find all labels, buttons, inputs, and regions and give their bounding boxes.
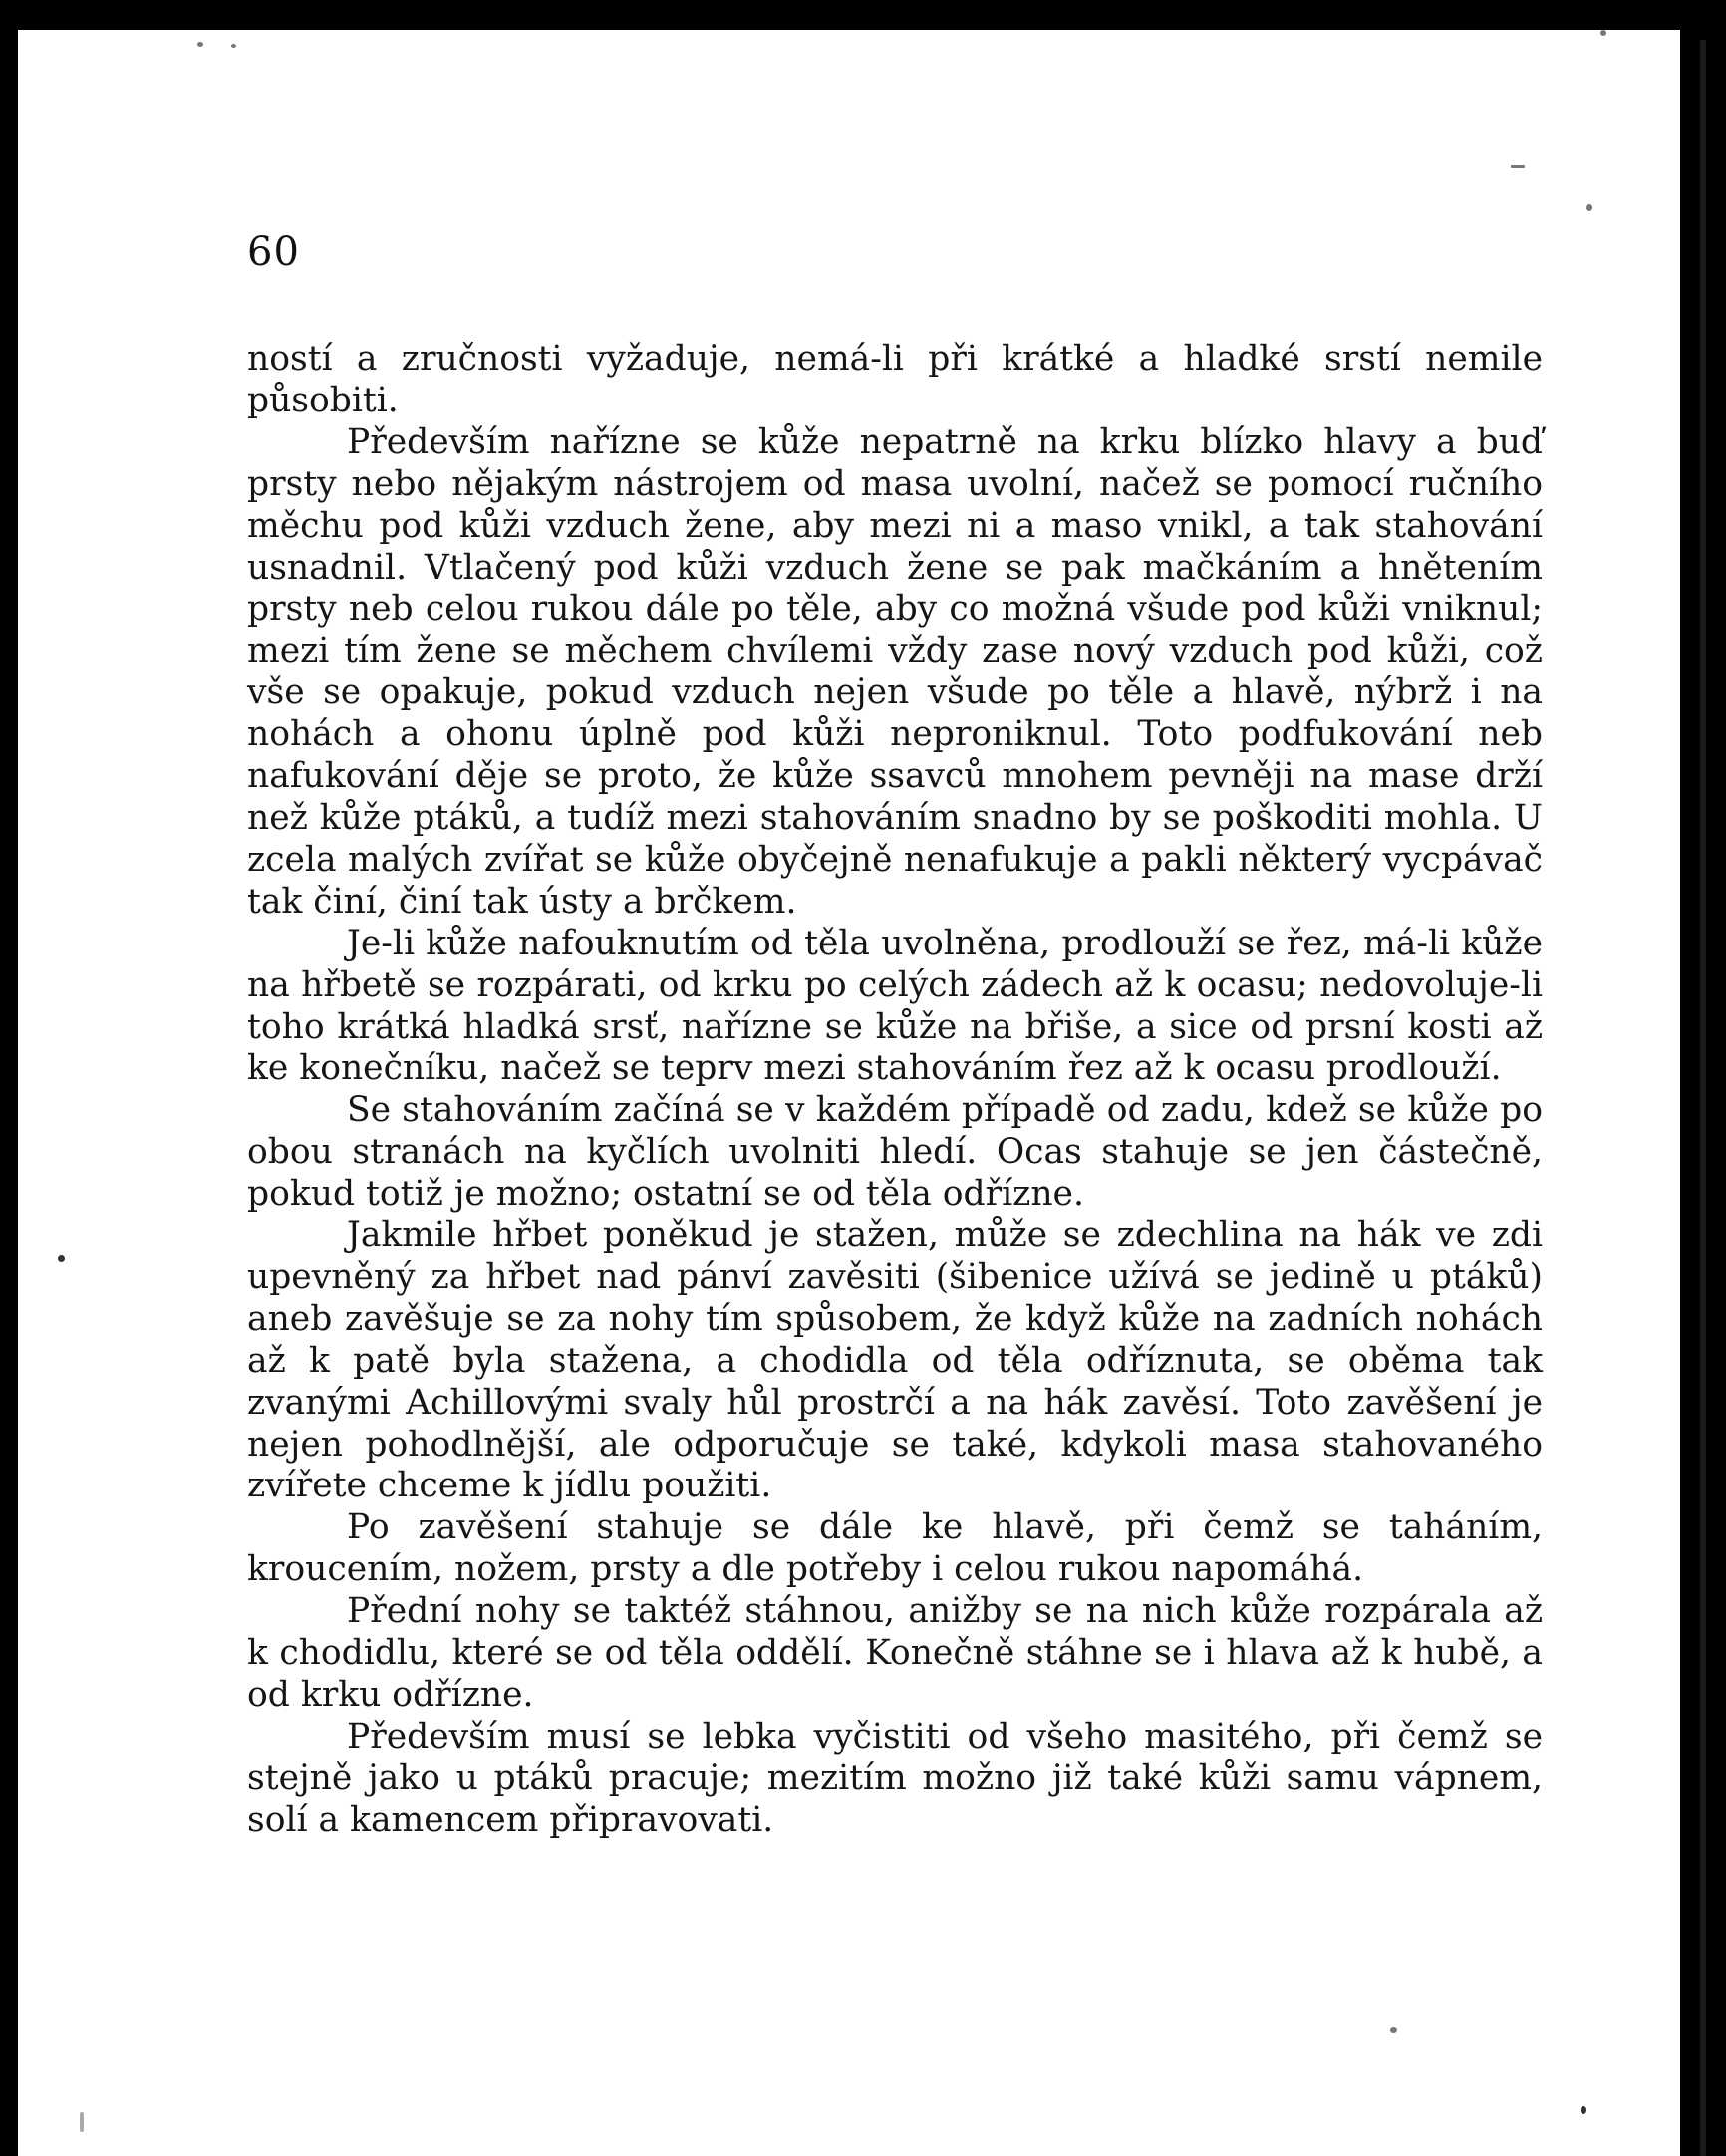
scan-speck xyxy=(1581,2106,1586,2114)
scan-speck xyxy=(1586,204,1592,211)
scan-speck xyxy=(231,44,236,48)
scan-speck xyxy=(197,42,203,47)
scan-speck xyxy=(58,1255,65,1262)
scan-border-top xyxy=(0,0,1726,30)
page-number: 60 xyxy=(247,229,300,275)
page-body xyxy=(247,339,1543,1842)
scan-speck xyxy=(1390,2027,1397,2033)
paragraph: Přední nohy se taktéž stáhnou, anižby se na nich kůže rozpárala až k chodidlu, které se od těla oddělí. Konečně stáhne se i hlava až k hubě, a od krku odřízne. xyxy=(247,1591,1543,1715)
scan-speck xyxy=(80,2112,84,2132)
scan-speck xyxy=(1511,165,1525,168)
scan-speck xyxy=(1600,30,1606,36)
paragraph: Je-li kůže nafouknutím od těla uvolněna, prodlouží se řez, má-li kůže na hřbetě se rozpárati, od krku po celých zádech až k ocasu; nedovoluje-li toho krátká hladká srsť, nařízne se kůže na břiše, a sice od prsní kosti až ke konečníku, načež se teprv mezi stahováním řez až k ocasu prodlouží. xyxy=(247,923,1543,1089)
scan-border-line xyxy=(1700,40,1706,2156)
scan-border-left xyxy=(0,0,18,2156)
scan-border-right xyxy=(1680,0,1726,2156)
paragraph: Jakmile hřbet poněkud je stažen, může se zdechlina na hák ve zdi upevněný za hřbet nad pánví zavěsiti (šibenice užívá se jedině u ptáků) aneb zavěšuje se za nohy tím spůsobem, že když kůže na zadních nohách až k patě byla stažena, a chodidla od těla odříznuta, se oběma tak zvanými Achillovými svaly hůl prostrčí a na hák zavěsí. Toto zavěšení je nejen pohodlnější, ale odporučuje se také, kdykoli masa stahovaného zvířete chceme k jídlu použiti. xyxy=(247,1215,1543,1506)
book-page xyxy=(18,30,1680,2156)
paragraph: Především musí se lebka vyčistiti od všeho masitého, při čemž se stejně jako u ptáků pracuje; mezitím možno již také kůži samu vápnem, solí a kamencem připravovati. xyxy=(247,1716,1543,1840)
paragraph: Především nařízne se kůže nepatrně na krku blízko hlavy a buď prsty nebo nějakým nástrojem od masa uvolní, načež se pomocí ručního měchu pod kůži vzduch žene, aby mezi ni a maso vnikl, a tak stahování usnadnil. Vtlačený pod kůži vzduch žene se pak mačkáním a hnětením prsty neb celou rukou dále po těle, aby co možná všude pod kůži vniknul; mezi tím žene se měchem chvílemi vždy zase nový vzduch pod kůži, což vše se opakuje, pokud vzduch nejen všude po těle a hlavě, nýbrž i na nohách a ohonu úplně pod kůži neproniknul. Toto podfukování neb nafukování děje se proto, že kůže ssavců mnohem pevněji na mase drží než kůže ptáků, a tudíž mezi stahováním snadno by se poškoditi mohla. U zcela malých zvířat se kůže obyčejně nenafukuje a pakli některý vycpávač tak činí, činí tak ústy a brčkem. xyxy=(247,421,1543,922)
paragraph: Po zavěšení stahuje se dále ke hlavě, při čemž se taháním, kroucením, nožem, prsty a dle potřeby i celou rukou napomáhá. xyxy=(247,1507,1543,1590)
paragraph: Se stahováním začíná se v každém případě od zadu, kdež se kůže po obou stranách na kyčlích uvolniti hledí. Ocas stahuje se jen částečně, pokud totiž je možno; ostatní se od těla odřízne. xyxy=(247,1090,1543,1214)
paragraph-continuation: ností a zručnosti vyžaduje, nemá-li při krátké a hladké srstí nemile působiti. xyxy=(247,339,1543,420)
